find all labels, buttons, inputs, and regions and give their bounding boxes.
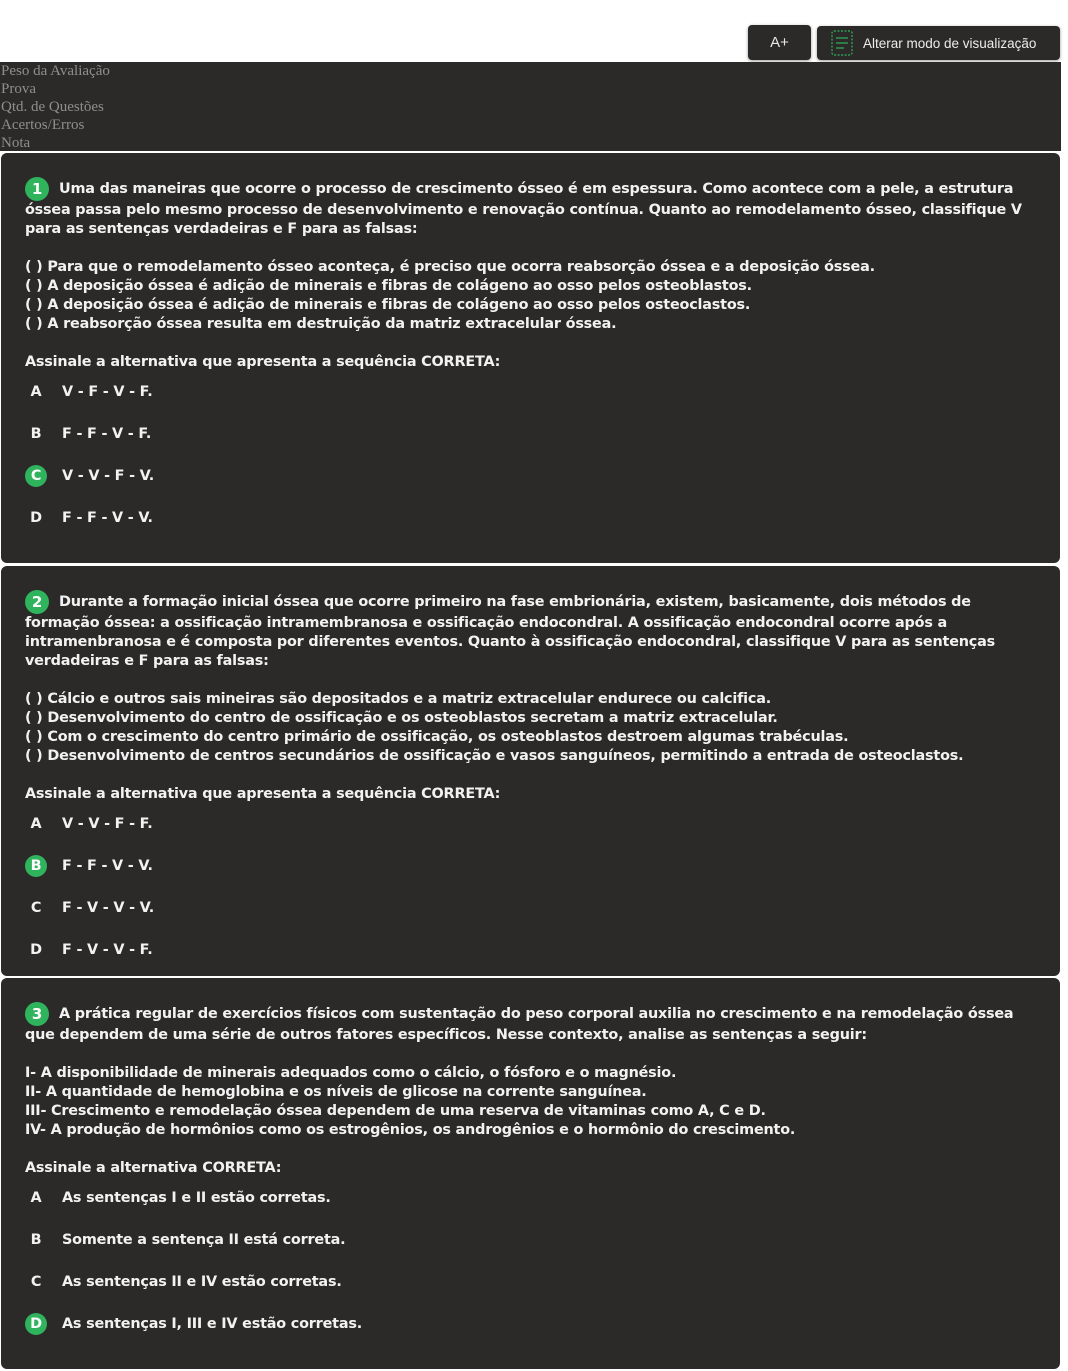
summary-grade: Nota [1,135,31,151]
alternative-c[interactable] [25,465,1036,507]
summary-weight: Peso da Avaliação [1,63,110,79]
alternative-text: As sentenças I e II estão corretas. [62,1190,331,1206]
alternative-d[interactable] [25,507,1036,549]
alternatives-list [25,1187,1036,1355]
alternative-text: V - V - F - V. [62,468,155,484]
question-stem: 2 Durante a formação inicial óssea que ocorre primeiro na fase embrionária, existem, basicamente, dois métodos de formação óssea: a ossificação intramembranosa e ossificação endocondral. A ossificação endocondral ocorre após a intramenbranosa e é composta por diferentes eventos. Quanto à ossificação endocondral, classifique V para as sentenças verdadeiras e F para as falsas: [25,590,1036,671]
alternative-letter: C [30,1274,42,1290]
statement-list [25,258,1036,334]
statement: III- Crescimento e remodelação óssea dependem de uma reserva de vitaminas como A, C e D. [25,1103,766,1119]
alternative-text: F - F - V - F. [62,426,152,442]
alternative-letter: B [30,426,42,442]
statement: ( ) Cálcio e outros sais mineiras são depositados e a matriz extracelular endurece ou calcifica. [25,691,772,707]
alternative-text: As sentenças I, III e IV estão corretas. [62,1316,362,1332]
alternative-text: V - F - V - F. [62,384,153,400]
alternative-a[interactable] [25,381,1036,423]
alternative-a[interactable] [25,1187,1036,1229]
alternative-letter: A [30,384,42,400]
statement: I- A disponibilidade de minerais adequados como o cálcio, o fósforo e o magnésio. [25,1065,677,1081]
statement: ( ) A deposição óssea é adição de minerais e fibras de colágeno ao osso pelos osteoblastos. [25,278,752,294]
alternative-letter: A [30,1190,42,1206]
assessment-summary [0,62,1061,151]
alternative-a[interactable] [25,813,1036,855]
increase-font-button[interactable]: A+ [748,25,811,60]
alternative-b[interactable] [25,855,1036,897]
alternative-text: F - F - V - V. [62,858,153,874]
statement: II- A quantidade de hemoglobina e os níveis de glicose na corrente sanguínea. [25,1084,647,1100]
question-prompt: Assinale a alternativa que apresenta a sequência CORRETA: [25,786,501,802]
question-prompt: Assinale a alternativa CORRETA: [25,1160,282,1176]
view-mode-icon [831,30,853,56]
alternative-d[interactable] [25,939,1036,981]
alternative-letter: B [30,1232,42,1248]
alternative-letter: C [30,900,42,916]
alternative-letter: D [30,942,42,958]
alternative-text: F - V - V - F. [62,942,153,958]
correct-answer-badge: B [25,855,47,877]
question-number-badge: 3 [25,1002,49,1026]
question-number-badge: 1 [25,177,49,201]
alternatives-list [25,381,1036,549]
summary-exam: Prova [1,81,36,97]
question-card-1 [1,153,1060,563]
question-number-badge: 2 [25,590,49,614]
alternative-b[interactable] [25,1229,1036,1271]
question-card-2 [1,566,1060,976]
alternative-text: V - V - F - F. [62,816,153,832]
question-stem: 3 A prática regular de exercícios físicos com sustentação do peso corporal auxilia no crescimento e na remodelação óssea que dependem de uma série de outros fatores específicos. Nesse contexto, analise as sentenças a seguir: [25,1002,1036,1045]
alternative-c[interactable] [25,1271,1036,1313]
statement: ( ) A reabsorção óssea resulta em destruição da matriz extracelular óssea. [25,316,617,332]
change-view-mode-button[interactable] [817,26,1060,60]
alternative-text: As sentenças II e IV estão corretas. [62,1274,342,1290]
alternatives-list [25,813,1036,981]
question-card-3 [1,978,1060,1369]
statement: ( ) Para que o remodelamento ósseo aconteça, é preciso que ocorra reabsorção óssea e a deposição óssea. [25,259,875,275]
question-prompt: Assinale a alternativa que apresenta a sequência CORRETA: [25,354,501,370]
statement: ( ) Desenvolvimento de centros secundários de ossificação e vasos sanguíneos, permitindo a entrada de osteoclastos. [25,748,964,764]
alternative-text: Somente a sentença II está correta. [62,1232,346,1248]
summary-hits-misses: Acertos/Erros [1,117,85,133]
top-toolbar [0,0,1068,62]
alternative-text: F - V - V - V. [62,900,155,916]
alternative-letter: A [30,816,42,832]
statement: ( ) Desenvolvimento do centro de ossificação e os osteoblastos secretam a matriz extracelular. [25,710,778,726]
view-mode-label: Alterar modo de visualização [863,35,1037,51]
statement: IV- A produção de hormônios como os estrogênios, os androgênios e o hormônio do crescimento. [25,1122,796,1138]
correct-answer-badge: D [25,1313,47,1335]
statement-list [25,1064,1036,1140]
statement: ( ) A deposição óssea é adição de minerais e fibras de colágeno ao osso pelos osteoclastos. [25,297,751,313]
alternative-b[interactable] [25,423,1036,465]
statement: ( ) Com o crescimento do centro primário de ossificação, os osteoblastos destroem algumas trabéculas. [25,729,849,745]
alternative-letter: D [30,510,42,526]
correct-answer-badge: C [25,465,47,487]
alternative-d[interactable] [25,1313,1036,1355]
alternative-text: F - F - V - V. [62,510,153,526]
question-stem: 1 Uma das maneiras que ocorre o processo de crescimento ósseo é em espessura. Como acontece com a pele, a estrutura óssea passa pelo mesmo processo de desenvolvimento e renovação contínua. Quanto ao remodelamento ósseo, classifique V para as sentenças verdadeiras e F para as falsas: [25,177,1036,239]
statement-list [25,690,1036,766]
alternative-c[interactable] [25,897,1036,939]
summary-question-count: Qtd. de Questões [1,99,104,115]
